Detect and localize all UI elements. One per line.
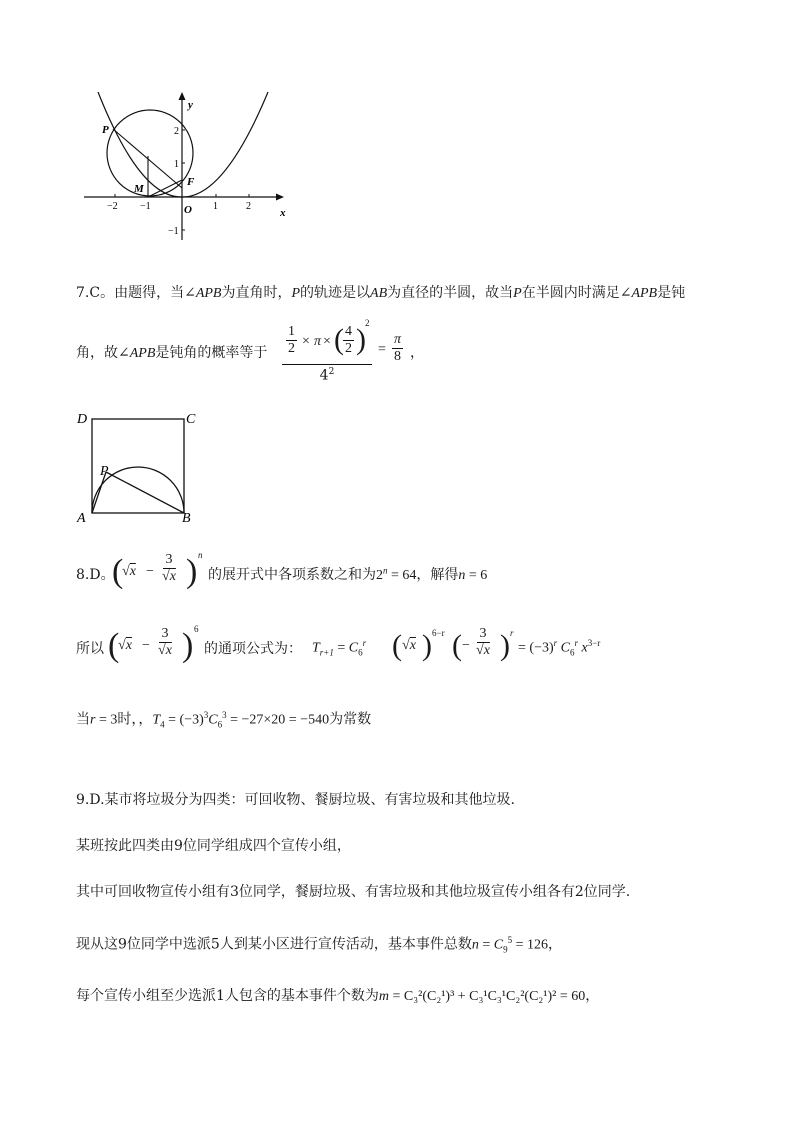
figure-parabola-circle [80, 88, 300, 248]
q9-line4: 现从这9位同学中选派5人到某小区进行宣传活动，基本事件总数$n = C_9^5 = 126$， [76, 935, 562, 955]
tick-x-m1: −1 [140, 201, 151, 212]
result-fraction: $\frac{\pi}{8}$ [394, 332, 402, 364]
q9-line3: 其中可回收物宣传小组有3位同学，餐厨垃圾、有害垃圾和其他垃圾宣传小组各有2位同学. [76, 884, 631, 900]
figure-square-semicircle [74, 405, 204, 527]
x-axis-arrow [276, 194, 284, 201]
q7-line2-text: 角，故∠APB是钝角的概率等于 [76, 345, 268, 361]
label-O: O [184, 204, 192, 216]
tick-x-2: 2 [246, 201, 251, 212]
q9-line2: 某班按此四类由9位同学组成四个宣传小组， [76, 838, 351, 854]
probability-fraction: $\frac{1}{2}$ × π × ( $\frac{4}{2}$ ) 2 $4^2$ [282, 320, 372, 384]
label-M: M [134, 183, 144, 195]
label-P2: P [100, 464, 109, 479]
tick-x-m2: −2 [107, 201, 118, 212]
tick-x-1: 1 [213, 201, 218, 212]
label-C: C [186, 412, 196, 427]
q9-line1: 9.D.某市将垃圾分为四类：可回收物、餐厨垃圾、有害垃圾和其他垃圾. [76, 792, 515, 808]
label-x: x [280, 207, 286, 219]
label-D: D [77, 412, 88, 427]
y-axis-arrow [179, 92, 186, 100]
q8-line3: 当r = 3时，，$T_4 = (-3)^3C_6^3 = -27\times 20 = -540$为常数 [76, 710, 372, 730]
label-y: y [188, 99, 193, 111]
q8-line2: 所以 ( √x − $\frac{3}{√x}$ ) 6 的通项公式为： $T_{r+1} = C_6^r$ ( √x ) 6−r ( − $\frac{3}{√x}$ ) r = $(-3)^r$ $C_6^r$ $x^{3-r}$ [76, 624, 601, 664]
tick-y-1: 1 [174, 159, 179, 170]
segment-MF [148, 180, 182, 197]
circle [107, 110, 193, 196]
label-A: A [77, 511, 86, 526]
label-F: F [187, 176, 195, 188]
label-B: B [182, 511, 191, 526]
label-P: P [102, 124, 109, 136]
tick-y-2: 2 [174, 126, 179, 137]
q7-line1: 7.C。由题得，当∠APB为直角时，P的轨迹是以AB为直径的半圆，故当P在半圆内时满足∠APB是钝 [76, 285, 686, 301]
q8-line1: 8.D。 ( √x − $\frac{3}{√x}$ ) n 的展开式中各项系数之和为$2^n = 64$，解得n = 6 [76, 550, 488, 590]
q9-line5: 每个宣传小组至少选派1人包含的基本事件个数为m = C₃²(C₂¹)³ + C₃¹C₃¹C₂²(C₂¹)² = 60， [76, 988, 600, 1004]
segment-PB [106, 472, 184, 513]
tick-y-m1: −1 [168, 226, 179, 237]
